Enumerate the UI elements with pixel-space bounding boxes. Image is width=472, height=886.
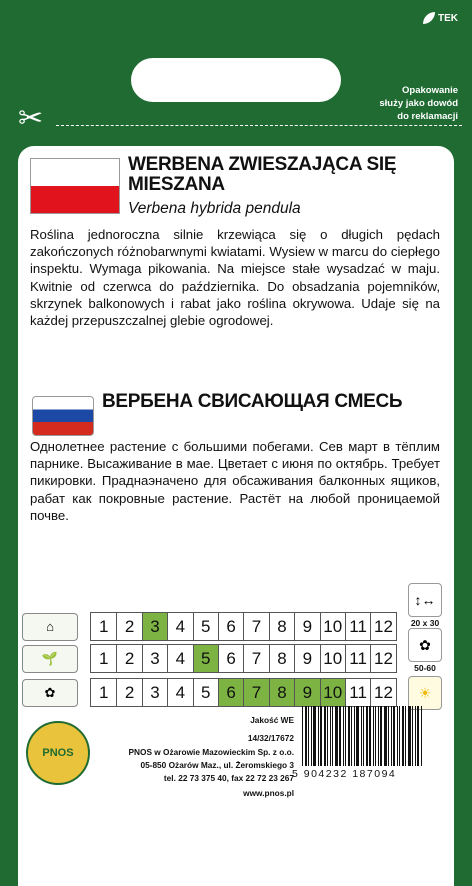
calendar-row — [22, 678, 397, 707]
month-cell: 8 — [269, 613, 294, 640]
barcode-bars — [302, 706, 450, 766]
notice-line: służy jako dowód — [379, 98, 458, 109]
barcode-bar — [366, 706, 368, 766]
month-cell: 12 — [370, 613, 395, 640]
month-cell: 7 — [243, 645, 268, 672]
producer-name: PNOS w Ożarowie Mazowieckim Sp. z o.o. — [128, 747, 294, 757]
notice-line: Opakowanie — [402, 85, 458, 96]
russian-title: ВЕРБЕНА СВИСАЮЩАЯ СМЕСЬ — [102, 391, 403, 412]
month-cell: 5 — [193, 645, 218, 672]
month-cell: 9 — [294, 679, 319, 706]
cut-line — [56, 125, 462, 126]
month-cell: 5 — [193, 613, 218, 640]
barcode-bar — [408, 706, 411, 766]
plant-height-label: 50-60 — [414, 663, 436, 673]
barcode-bar — [332, 706, 333, 766]
month-cell: 9 — [294, 645, 319, 672]
complaint-notice — [338, 84, 458, 123]
month-cell: 6 — [218, 645, 243, 672]
planting-icon: 🌱 — [22, 645, 78, 673]
barcode-bar — [356, 706, 359, 766]
scissors-icon: ✂ — [18, 102, 44, 135]
hang-hole — [131, 58, 341, 102]
barcode-bar — [330, 706, 331, 766]
month-cell: 3 — [142, 679, 167, 706]
barcode-bar — [380, 706, 382, 766]
tek-label: TEK — [438, 12, 458, 24]
barcode-bar — [378, 706, 379, 766]
barcode-bar — [373, 706, 374, 766]
barcode-bar — [343, 706, 344, 766]
barcode-bar — [388, 706, 389, 766]
greenhouse-icon: ⌂ — [22, 613, 78, 641]
producer-address: 05-850 Ożarów Maz., ul. Żeromskiego 3 — [140, 760, 294, 770]
month-cell: 10 — [320, 679, 345, 706]
latin-name: Verbena hybrida pendula — [128, 200, 301, 217]
producer-website: www.pnos.pl — [243, 788, 294, 798]
month-cell: 3 — [142, 613, 167, 640]
barcode-bar — [361, 706, 362, 766]
month-cell: 1 — [98, 648, 109, 668]
barcode-bar — [305, 706, 307, 766]
month-cells — [90, 644, 397, 673]
poland-flag-icon — [30, 158, 120, 214]
barcode-bar — [391, 706, 392, 766]
barcode-bar — [397, 706, 398, 766]
barcode-bar — [417, 706, 419, 766]
month-cell: 7 — [243, 679, 268, 706]
month-cell: 8 — [269, 645, 294, 672]
barcode-bar — [335, 706, 338, 766]
month-cell: 4 — [167, 613, 192, 640]
month-cell: 1 — [98, 682, 109, 702]
russian-description: Однолетнее растение с большими побегами. Сев март в тёплим парнике. Высаживание в мае. Цветает с июня по октябрь. Требует пикировки. Праднаэначено для обсаживания балконных ящиков, рабат как покровные растение. Растёт на любой проницаемой почве. — [30, 439, 440, 523]
notice-line: do reklamacji — [397, 111, 458, 122]
month-cells — [90, 678, 397, 707]
month-cell: 11 — [345, 613, 370, 640]
calendar-row — [22, 644, 397, 673]
barcode-bar — [412, 706, 413, 766]
barcode-bar — [308, 706, 309, 766]
month-cell: 6 — [218, 613, 243, 640]
month-cell: 9 — [294, 613, 319, 640]
barcode-bar — [302, 706, 303, 766]
russia-flag-icon — [32, 396, 94, 436]
barcode-bar — [369, 706, 371, 766]
tek-logo — [423, 12, 458, 24]
month-cell: 1 — [98, 616, 109, 636]
month-cell: 11 — [345, 645, 370, 672]
spacing-icon: ↕↔ — [408, 583, 442, 617]
polish-description: Roślina jednoroczna silnie krzewiąca się o długich pędach zakończonych różnobarwnymi kwiatami. Wysiew w marcu do ciepłego inspektu. Wymaga pikowania. Na miejsce stałe wysadzać w maju. Kwitnie od czerwca do października. Do obsadzania pojemników, skrzynek balkonowych i rabat jako roślina okrywowa. Udaje się na każdej przepuszczalnej glebie ogrodowej. — [30, 227, 440, 329]
month-cell: 12 — [370, 645, 395, 672]
month-cell: 10 — [320, 613, 345, 640]
month-cell: 4 — [167, 645, 192, 672]
month-cell: 7 — [243, 613, 268, 640]
barcode-bar — [393, 706, 395, 766]
month-cell: 3 — [142, 645, 167, 672]
barcode-bar — [327, 706, 328, 766]
barcode — [292, 706, 450, 778]
month-cell: 2 — [116, 613, 141, 640]
barcode-bar — [351, 706, 352, 766]
month-cell: 6 — [218, 679, 243, 706]
lot-number: 14/32/17672 — [247, 733, 294, 743]
month-cell: 2 — [116, 679, 141, 706]
leaf-icon — [423, 12, 435, 24]
flowering-icon: ✿ — [22, 679, 78, 707]
month-cell: 4 — [167, 679, 192, 706]
quality-label: Jakość WE — [250, 715, 294, 725]
month-cell: 5 — [193, 679, 218, 706]
barcode-bar — [402, 706, 404, 766]
barcode-digits: 5 904232 187094 — [292, 768, 397, 780]
barcode-bar — [339, 706, 341, 766]
month-cell: 8 — [269, 679, 294, 706]
barcode-bar — [348, 706, 350, 766]
month-cell: 10 — [320, 645, 345, 672]
barcode-bar — [363, 706, 364, 766]
month-cells — [90, 612, 397, 641]
barcode-bar — [313, 706, 316, 766]
barcode-bar — [384, 706, 387, 766]
month-cell: 2 — [116, 645, 141, 672]
barcode-bar — [354, 706, 355, 766]
month-cell: 12 — [370, 679, 395, 706]
plant-height-icon: ✿ — [408, 628, 442, 662]
barcode-bar — [311, 706, 312, 766]
spacing-label: 20 x 30 — [410, 618, 440, 628]
barcode-bar — [421, 706, 422, 766]
content-panel — [18, 146, 454, 886]
pnos-logo: PNOS — [26, 721, 90, 785]
producer-phone: tel. 22 73 375 40, fax 22 72 23 267 — [163, 773, 294, 783]
sun-icon: ☀ — [408, 676, 442, 710]
month-cell: 11 — [345, 679, 370, 706]
calendar-row — [22, 612, 397, 641]
polish-title: WERBENA ZWIESZAJĄCA SIĘ MIESZANA — [128, 154, 397, 195]
barcode-bar — [375, 706, 376, 766]
barcode-bar — [415, 706, 416, 766]
barcode-bar — [324, 706, 326, 766]
barcode-bar — [318, 706, 319, 766]
barcode-bar — [320, 706, 322, 766]
barcode-bar — [399, 706, 400, 766]
barcode-bar — [345, 706, 346, 766]
barcode-bar — [405, 706, 406, 766]
